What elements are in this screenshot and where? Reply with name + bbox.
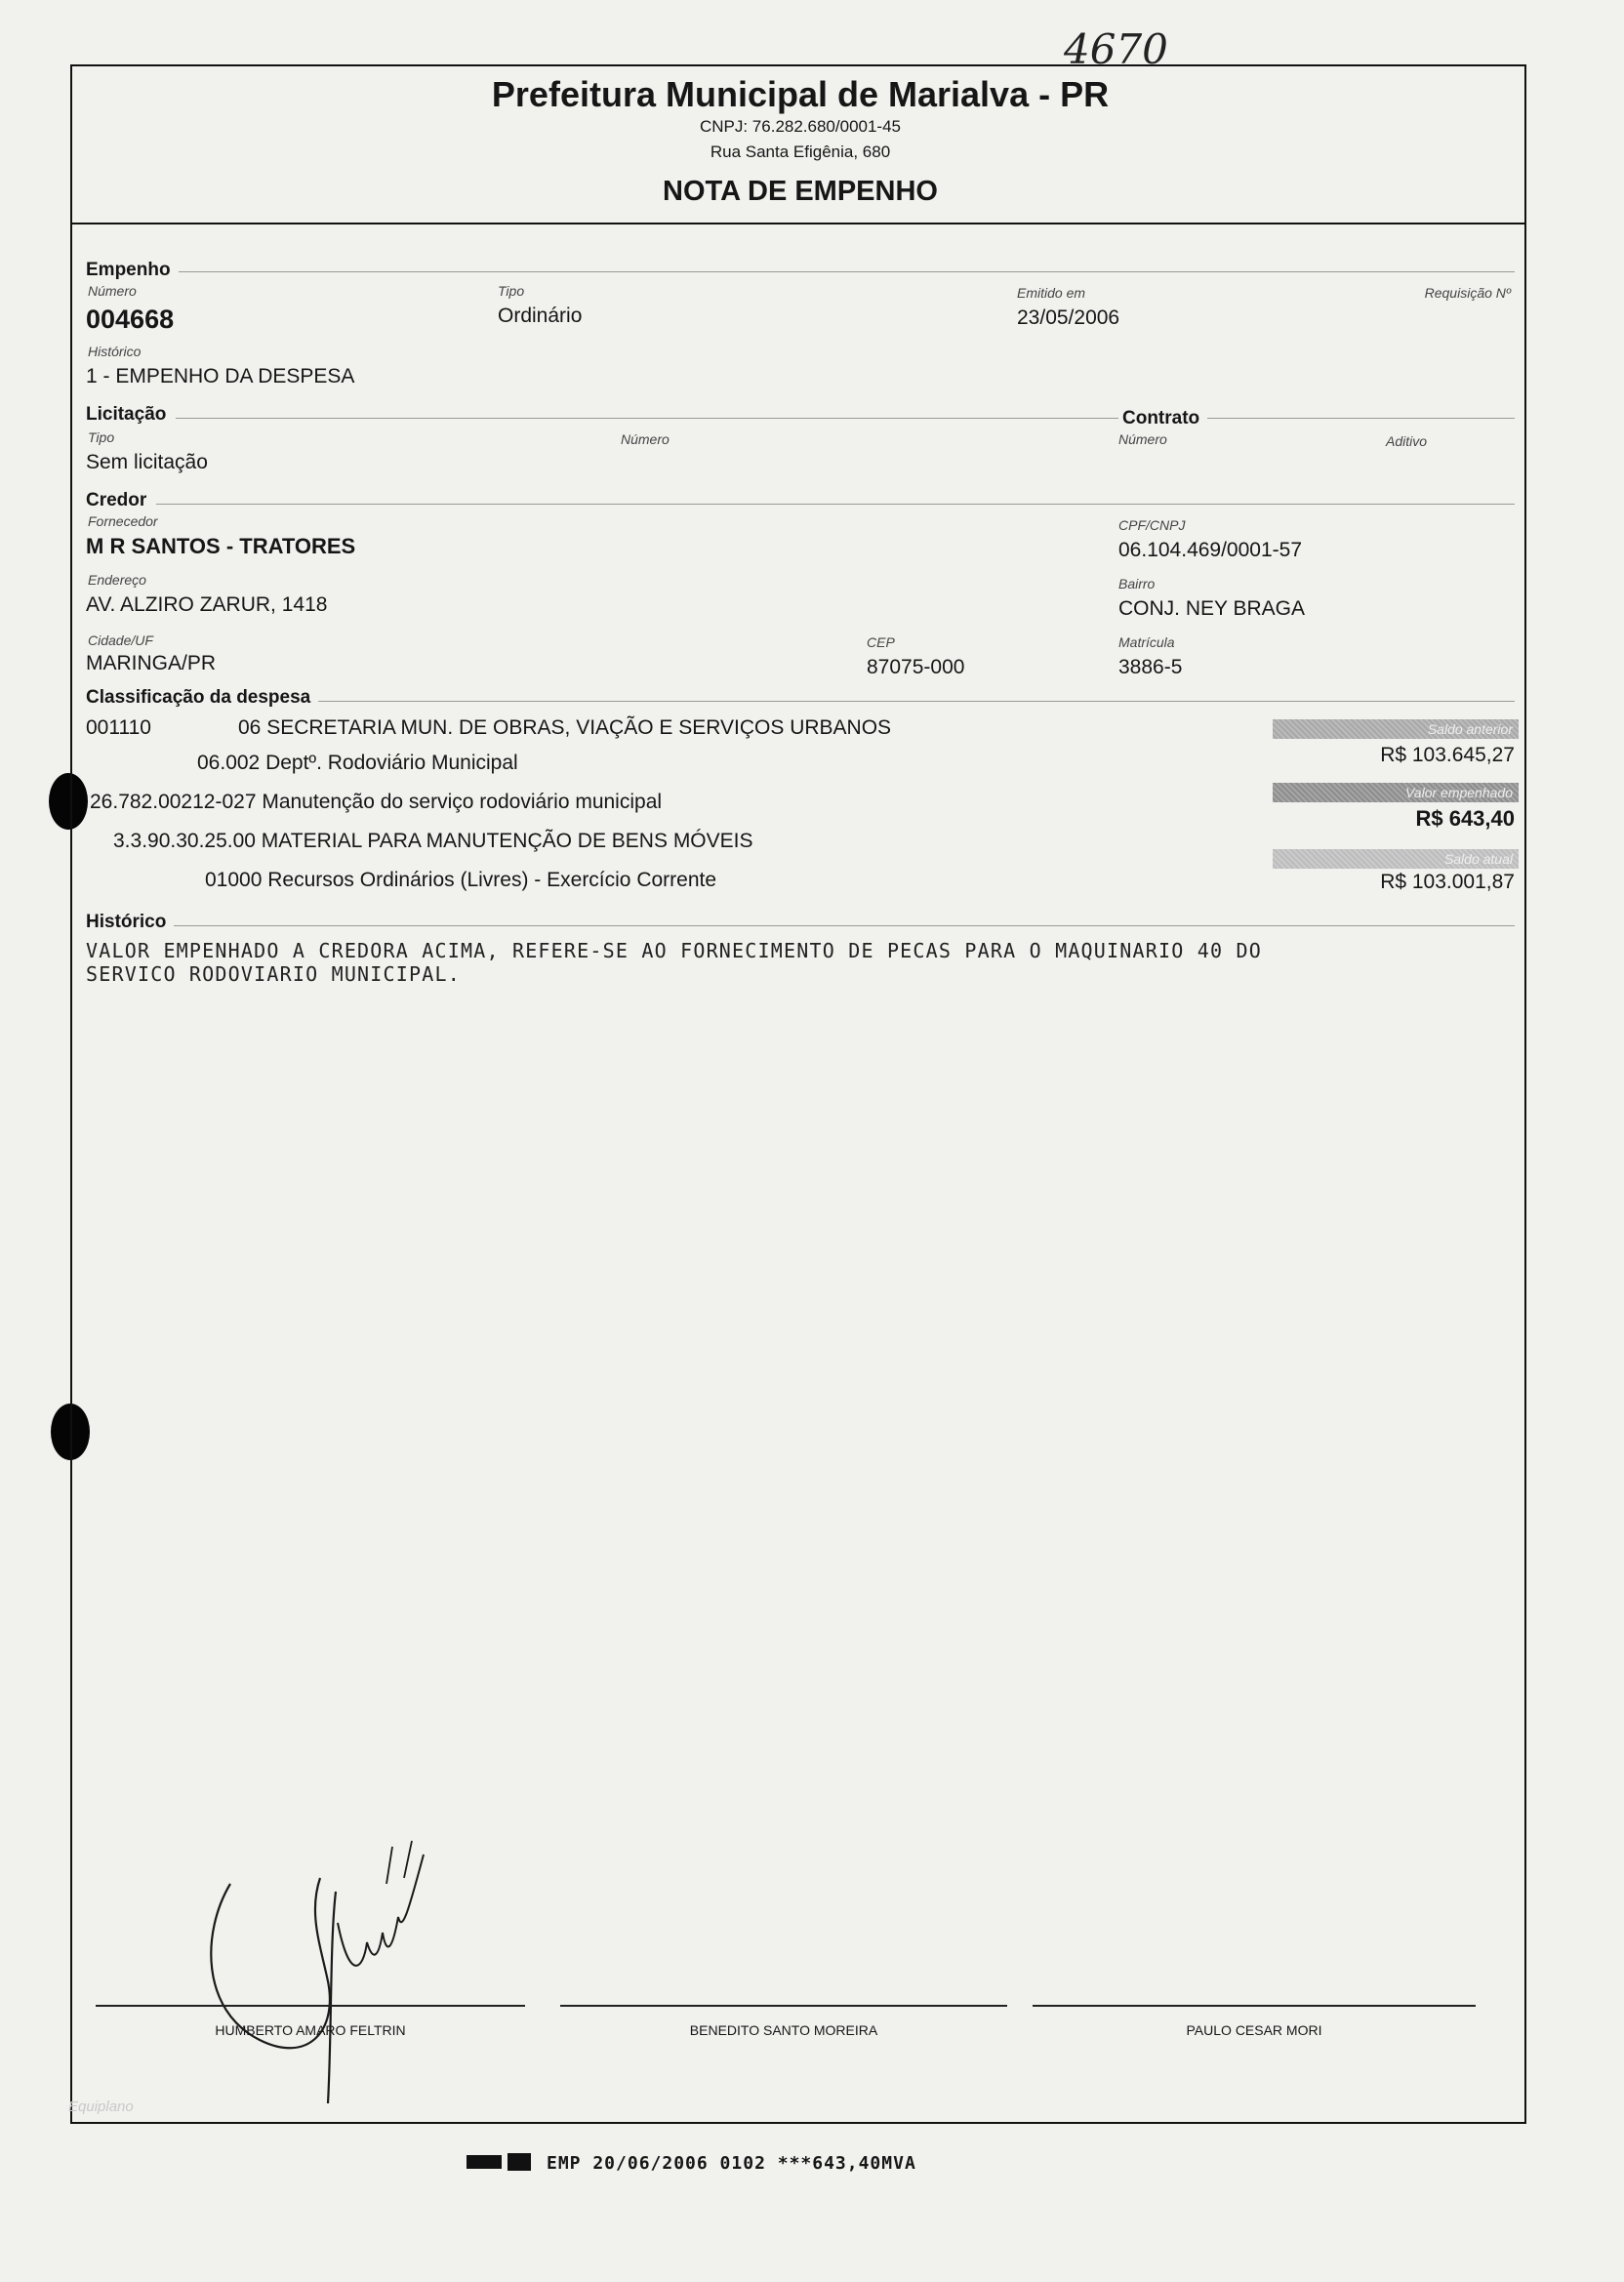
signatory-3: PAULO CESAR MORI <box>1186 2022 1322 2038</box>
contrato-aditivo-label: Aditivo <box>1386 433 1428 449</box>
matricula-value: 3886-5 <box>1118 656 1183 678</box>
empenho-historico: 1 - EMPENHO DA DESPESA <box>86 365 355 387</box>
section-licitacao: Licitação <box>86 404 174 426</box>
signature-line <box>96 2005 525 2007</box>
bairro-value: CONJ. NEY BRAGA <box>1118 597 1305 620</box>
saldo-atual-label: Saldo atual <box>1273 849 1519 869</box>
section-rule <box>176 418 1515 419</box>
saldo-anterior-value: R$ 103.645,27 <box>1380 744 1515 766</box>
cnpj-text: CNPJ: 76.282.680/0001-45 <box>699 117 902 136</box>
footer-barcode-mark <box>467 2155 502 2169</box>
historico-text-line1: VALOR EMPENHADO A CREDORA ACIMA, REFERE-SE AO FORNECIMENTO DE PECAS PARA O MAQUINARIO 40 DO <box>86 939 1262 962</box>
section-contrato: Contrato <box>1118 408 1207 429</box>
section-empenho: Empenho <box>86 260 179 281</box>
address-text: Rua Santa Efigênia, 680 <box>710 143 891 161</box>
licitacao-tipo-label: Tipo <box>88 429 115 445</box>
requisicao-label: Requisição Nº <box>1424 285 1511 301</box>
class-line-programa: 26.782.00212-027 Manutenção do serviço rodoviário municipal <box>90 791 663 813</box>
section-rule <box>176 271 1515 272</box>
signature-line <box>560 2005 1007 2007</box>
software-watermark: Equiplano <box>68 2099 134 2115</box>
tipo-label: Tipo <box>498 283 525 299</box>
saldo-atual-value: R$ 103.001,87 <box>1380 871 1515 893</box>
valor-empenhado-value: R$ 643,40 <box>1415 806 1515 831</box>
bairro-label: Bairro <box>1118 576 1156 591</box>
section-rule <box>312 701 1515 702</box>
section-rule <box>168 925 1515 926</box>
handwritten-signature <box>191 1835 445 2108</box>
signature-line <box>1033 2005 1476 2007</box>
section-credor: Credor <box>86 490 154 511</box>
class-line-secretaria: 06 SECRETARIA MUN. DE OBRAS, VIAÇÃO E SERVIÇOS URBANOS <box>238 716 892 739</box>
historico-label: Histórico <box>88 344 142 359</box>
matricula-label: Matrícula <box>1118 634 1175 650</box>
licitacao-numero-label: Número <box>621 431 670 447</box>
class-code: 001110 <box>86 716 151 739</box>
endereco-value: AV. ALZIRO ZARUR, 1418 <box>86 593 328 616</box>
cpf-value: 06.104.469/0001-57 <box>1118 539 1303 561</box>
licitacao-tipo: Sem licitação <box>86 451 208 473</box>
contrato-numero-label: Número <box>1118 431 1167 447</box>
fornecedor-name: M R SANTOS - TRATORES <box>86 534 356 558</box>
signatory-2: BENEDITO SANTO MOREIRA <box>689 2022 878 2038</box>
cep-label: CEP <box>867 634 895 650</box>
document-title: NOTA DE EMPENHO <box>663 176 938 207</box>
cidade-label: Cidade/UF <box>88 632 153 648</box>
section-rule <box>156 504 1515 505</box>
cep-value: 87075-000 <box>867 656 965 678</box>
page-title: Prefeitura Municipal de Marialva - PR <box>491 74 1110 114</box>
historico-text-line2: SERVICO RODOVIARIO MUNICIPAL. <box>86 962 461 986</box>
empenho-numero: 004668 <box>86 305 175 334</box>
cpf-label: CPF/CNPJ <box>1118 517 1186 533</box>
footer-print-code: EMP 20/06/2006 0102 ***643,40MVA <box>547 2153 916 2174</box>
endereco-label: Endereço <box>88 572 146 588</box>
section-historico: Histórico <box>86 912 174 933</box>
signatory-1: HUMBERTO AMARO FELTRIN <box>215 2022 406 2038</box>
emitido-date: 23/05/2006 <box>1017 306 1120 329</box>
cidade-value: MARINGA/PR <box>86 652 217 674</box>
empenho-tipo: Ordinário <box>498 305 583 327</box>
class-line-elemento: 3.3.90.30.25.00 MATERIAL PARA MANUTENÇÃO DE BENS MÓVEIS <box>113 830 753 852</box>
section-classificacao: Classificação da despesa <box>86 687 318 709</box>
valor-empenhado-label: Valor empenhado <box>1273 783 1519 802</box>
numero-label: Número <box>88 283 137 299</box>
handwritten-number: 4670 <box>1064 25 1168 73</box>
fornecedor-label: Fornecedor <box>88 513 158 529</box>
class-line-recurso: 01000 Recursos Ordinários (Livres) - Exercício Corrente <box>205 869 717 891</box>
header-divider <box>70 223 1526 224</box>
footer-barcode-mark <box>508 2153 531 2171</box>
saldo-anterior-label: Saldo anterior <box>1273 719 1519 739</box>
emitido-label: Emitido em <box>1017 285 1086 301</box>
class-line-departamento: 06.002 Deptº. Rodoviário Municipal <box>197 752 518 774</box>
